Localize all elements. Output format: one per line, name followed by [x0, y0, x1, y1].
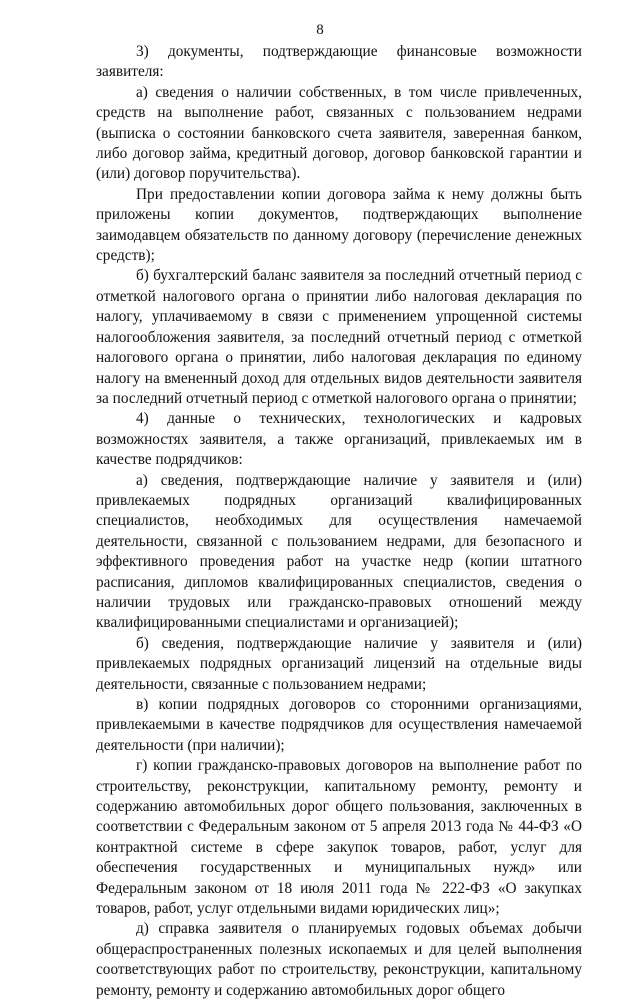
- page-number: 8: [316, 22, 324, 38]
- paragraph-production-volumes: д) справка заявителя о планируемых годовых объемах добычи общераспространенных полезных ископаемых и для целей выполнения соответствующих работ по строительству, реконструкции, капитальному ремонту, ремонту и содержанию автомобильных дорог общего: [96, 920, 582, 999]
- paragraph-financial-documents: 3) документы, подтверждающие финансовые возможности заявителя:: [96, 43, 582, 81]
- document-body: [96, 42, 582, 1001]
- paragraph-balance-sheet: б) бухгалтерский баланс заявителя за последний отчетный период с отметкой налогового органа о принятии либо налоговая декларация по налогу, уплачиваемому в связи с применением упрощенной системы налогообложения заявителя, за последний отчетный период с отметкой налогового органа о принятии, либо налоговая декларация по единому налогу на вмененный доход для отдельных видов деятельности заявителя за последний отчетный период с отметкой налогового органа о принятии;: [96, 267, 582, 407]
- paragraph-qualified-specialists: а) сведения, подтверждающие наличие у заявителя и (или) привлекаемых подрядных организаций квалифицированных специалистов, необходимых для осуществления намечаемой деятельности, связанной с пользованием недрами, для безопасного и эффективного проведения работ на участке недр (копии штатного расписания, дипломов квалифицированных специалистов, сведения о наличии трудовых или гражданско-правовых отношений между квалифицированными специалистами и организацией);: [96, 471, 582, 632]
- paragraph-own-funds: а) сведения о наличии собственных, в том числе привлеченных, средств на выполнение работ, связанных с пользованием недрами (выписка о состоянии банковского счета заявителя, заверенная банком, либо договор займа, кредитный договор, договор банковской гарантии и (или) договор поручительства).: [96, 83, 582, 183]
- paragraph-civil-contracts: г) копии гражданско-правовых договоров на выполнение работ по строительству, реконструкции, капитальному ремонту, ремонту и содержанию автомобильных дорог общего пользования, заключенных в соответствии с Федеральным законом от 5 апреля 2013 года № 44-ФЗ «О контрактной системе в сфере закупок товаров, работ, услуг для обеспечения государственных и муниципальных нужд» или Федеральным законом от 18 июля 2011 года № 222-ФЗ «О закупках товаров, работ, услуг отдельными видами юридических лиц»;: [96, 757, 582, 918]
- paragraph-technical-capabilities: 4) данные о технических, технологических и кадровых возможностях заявителя, а также организаций, привлекаемых им в качестве подрядчиков:: [96, 410, 582, 469]
- paragraph-subcontracts: в) копии подрядных договоров со сторонними организациями, привлекаемыми в качестве подрядчиков для осуществления намечаемой деятельности (при наличии);: [96, 696, 582, 754]
- paragraph-licenses: б) сведения, подтверждающие наличие у заявителя и (или) привлекаемых подрядных организаций лицензий на отдельные виды деятельности, связанные с пользованием недрами;: [96, 634, 582, 693]
- paragraph-loan-agreement: При предоставлении копии договора займа к нему должны быть приложены копии документов, подтверждающих выполнение заимодавцем обязательств по данному договору (перечисление денежных средств);: [96, 185, 582, 265]
